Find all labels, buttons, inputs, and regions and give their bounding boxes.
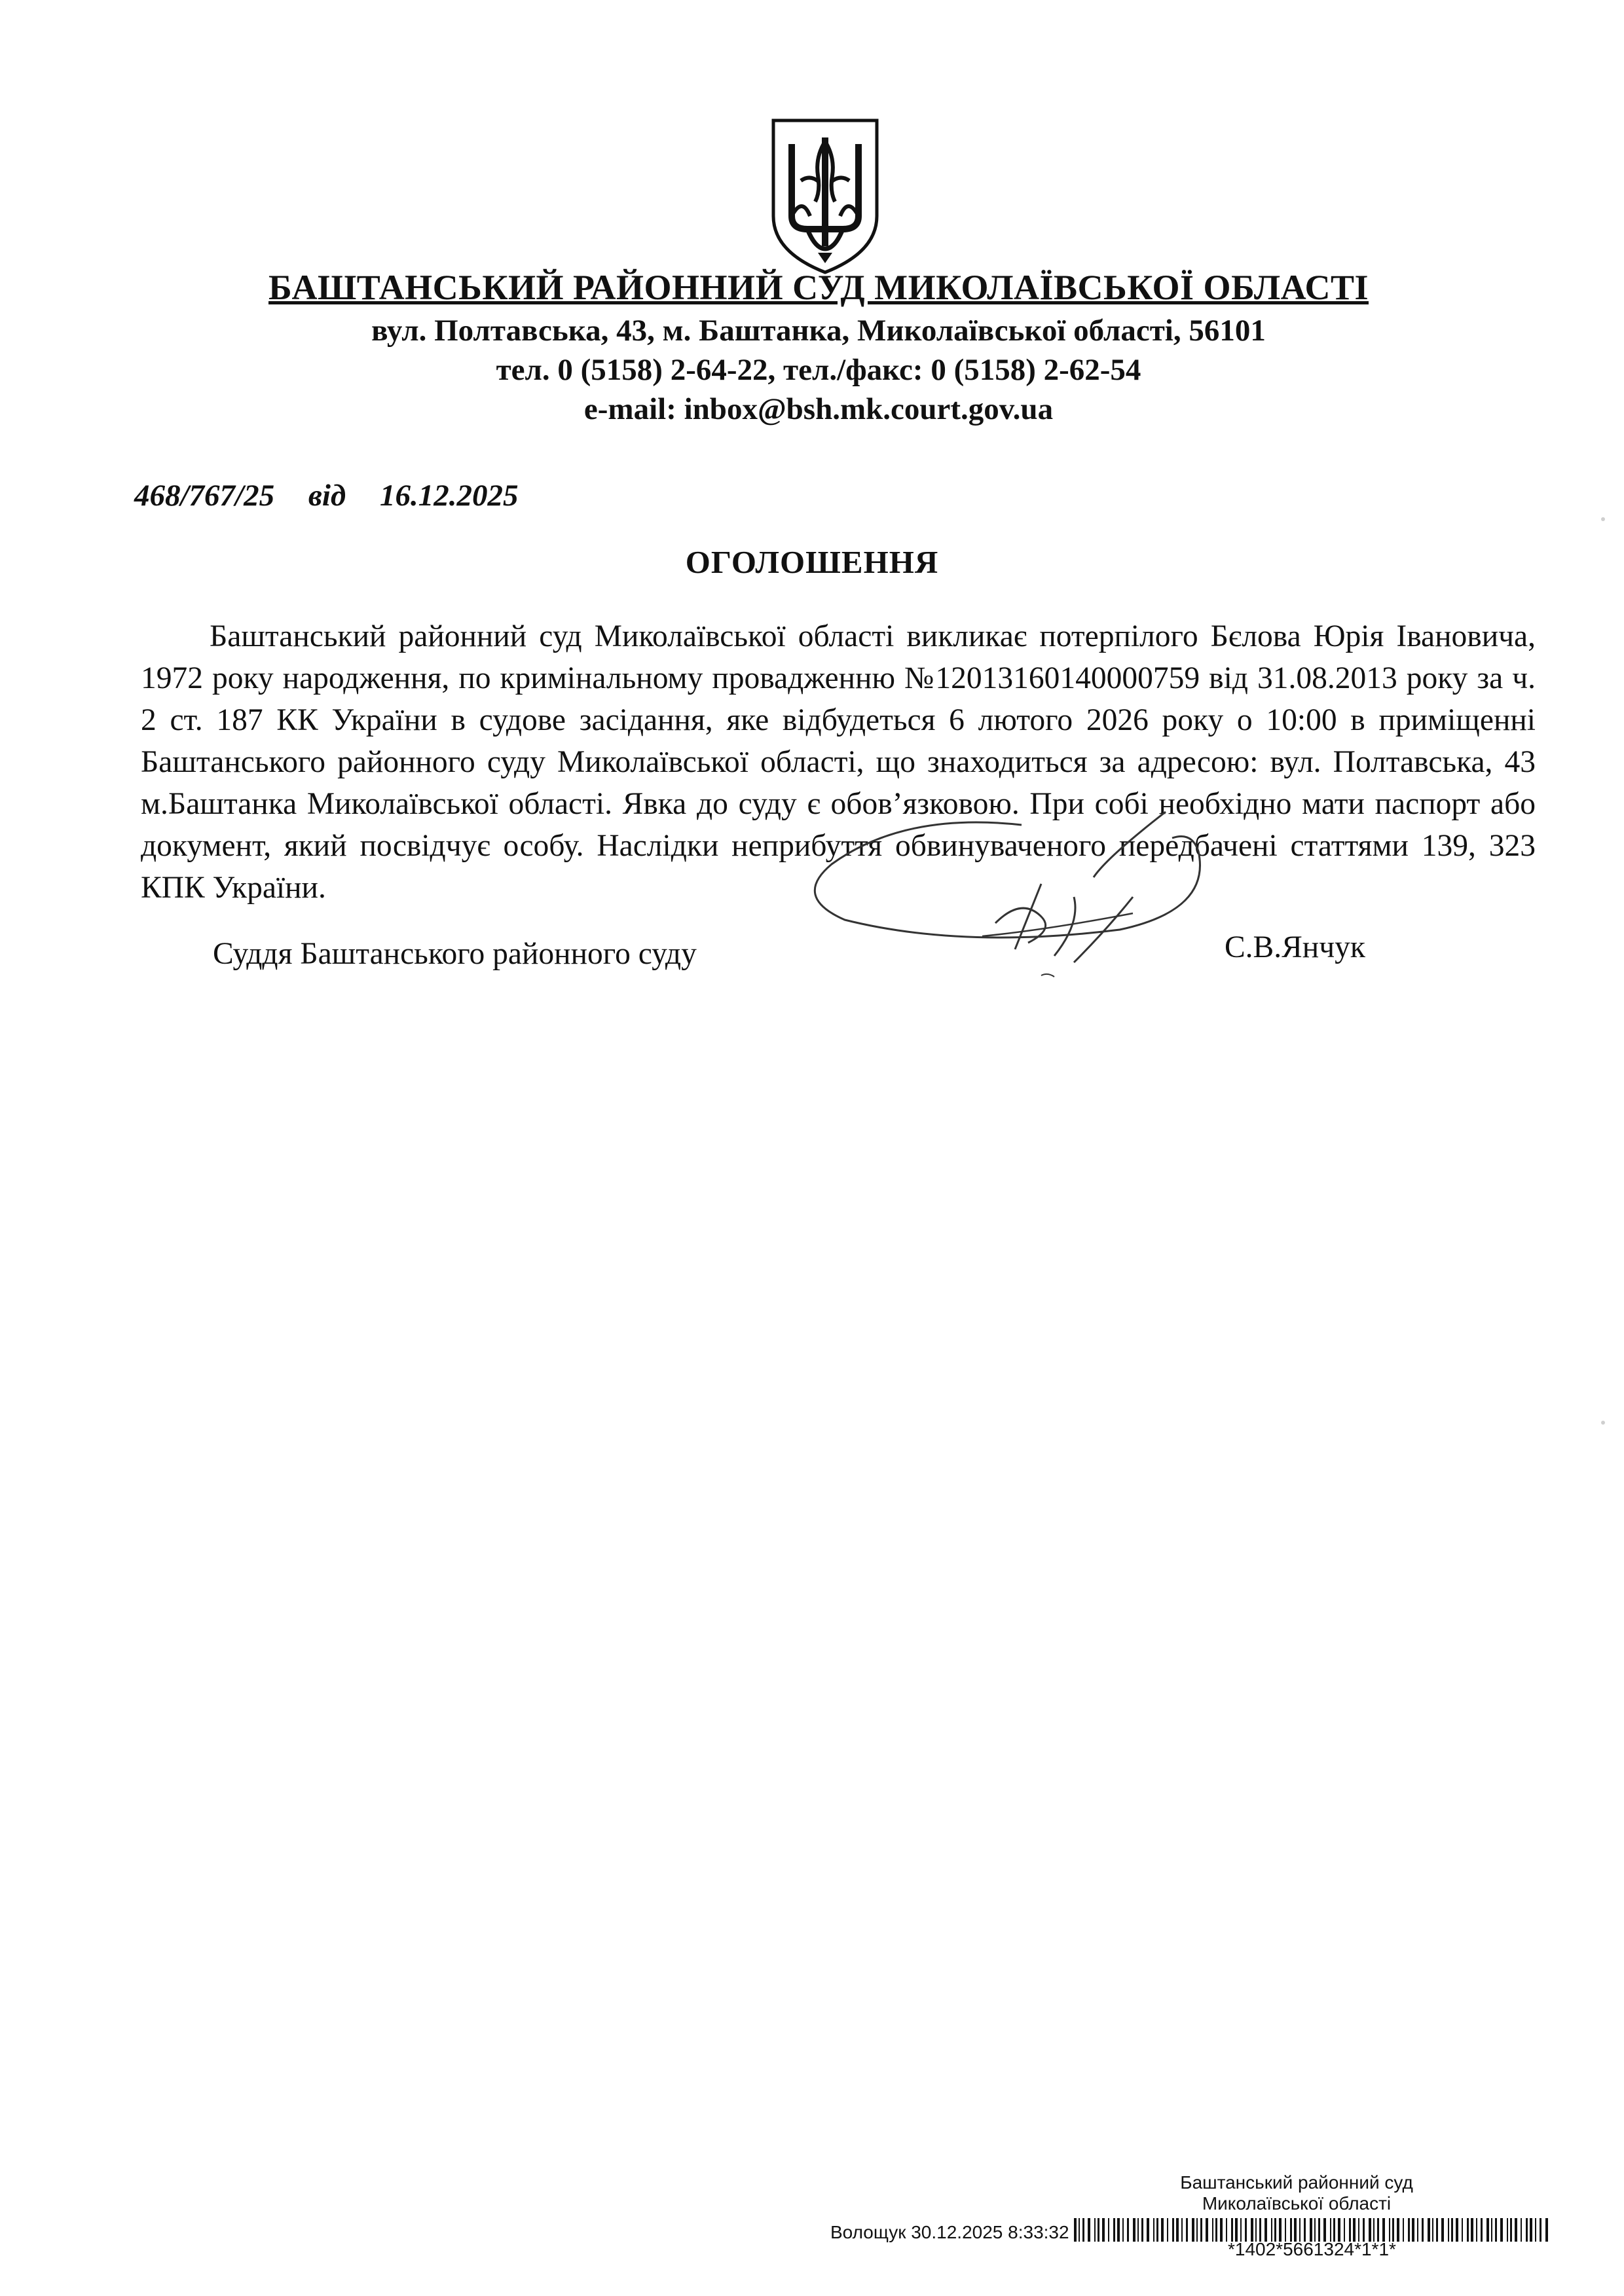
- court-address: вул. Полтавська, 43, м. Баштанка, Миколаївської області, 56101: [371, 314, 1266, 348]
- judge-name: С.В.Янчук: [1225, 930, 1365, 964]
- barcode-bar: [1226, 2218, 1227, 2242]
- handwritten-signature: [766, 799, 1225, 1008]
- barcode-bar: [1310, 2218, 1312, 2242]
- barcode-bar: [1451, 2218, 1453, 2242]
- barcode-bar: [1481, 2218, 1483, 2242]
- barcode-bar: [1088, 2218, 1090, 2242]
- barcode-bar: [1108, 2218, 1109, 2242]
- barcode-bar: [1200, 2218, 1202, 2242]
- barcode-bar: [1117, 2218, 1120, 2242]
- barcode-bar: [1196, 2218, 1198, 2242]
- barcode-bar: [1363, 2218, 1365, 2242]
- barcode-bar: [1181, 2218, 1183, 2242]
- barcode-bar: [1274, 2218, 1276, 2242]
- barcode-bar: [1215, 2218, 1217, 2242]
- barcode-bar: [1526, 2218, 1528, 2242]
- barcode-bar: [1349, 2218, 1351, 2242]
- barcode-bar: [1389, 2218, 1390, 2242]
- registration-stamp-org: [1166, 2172, 1428, 2214]
- barcode-bar: [1353, 2218, 1356, 2242]
- barcode-bar: [1264, 2218, 1267, 2242]
- barcode-bar: [1098, 2218, 1099, 2242]
- barcode-bar: [1314, 2218, 1316, 2242]
- barcode-bar: [1377, 2218, 1379, 2242]
- barcode-bar: [1417, 2218, 1418, 2242]
- barcode-bar: [1102, 2218, 1105, 2242]
- barcode-bar: [1133, 2218, 1135, 2242]
- barcode-bar: [1397, 2218, 1399, 2242]
- barcode-bar: [1113, 2218, 1115, 2242]
- court-phones: тел. 0 (5158) 2-64-22, тел./факс: 0 (5158) 2-62-54: [496, 353, 1141, 387]
- barcode-bar: [1462, 2218, 1463, 2242]
- barcode-bar: [1486, 2218, 1489, 2242]
- court-name: БАШТАНСЬКИЙ РАЙОННИЙ СУД МИКОЛАЇВСЬКОЇ ОБЛАСТІ: [268, 268, 1369, 307]
- outgoing-date: 16.12.2025: [380, 479, 519, 513]
- stamp-org-line2: Миколаївської області: [1202, 2193, 1392, 2214]
- barcode-bar: [1176, 2218, 1179, 2242]
- barcode-bar: [1535, 2218, 1536, 2242]
- barcode-bar: [1344, 2218, 1345, 2242]
- barcode-bar: [1500, 2218, 1503, 2242]
- barcode-bar: [1167, 2218, 1168, 2242]
- barcode-bar: [1471, 2218, 1473, 2242]
- barcode-bar: [1448, 2218, 1449, 2242]
- barcode-bar: [1530, 2218, 1532, 2242]
- barcode-bar: [1428, 2218, 1430, 2242]
- barcode-bar: [1245, 2218, 1247, 2242]
- barcode-bar: [1094, 2218, 1096, 2242]
- stamp-org-line1: Баштанський районний суд: [1180, 2172, 1413, 2193]
- barcode-bar: [1441, 2218, 1444, 2242]
- barcode-bar: [1369, 2218, 1371, 2242]
- barcode-bar: [1338, 2218, 1340, 2242]
- barcode-bar: [1507, 2218, 1508, 2242]
- barcode-text: *1402*5661324*1*1*: [1228, 2239, 1396, 2259]
- document-title: ОГОЛОШЕННЯ: [685, 544, 939, 580]
- scan-mark: [1601, 1421, 1605, 1425]
- barcode-bar: [1161, 2218, 1164, 2242]
- barcode-bar: [1403, 2218, 1404, 2242]
- barcode-bar: [1192, 2218, 1194, 2242]
- barcode-bar: [1285, 2218, 1286, 2242]
- barcode-bar: [1358, 2218, 1359, 2242]
- scan-mark: [1601, 517, 1605, 521]
- outgoing-from-label: від: [308, 479, 346, 513]
- barcode-bar: [1432, 2218, 1433, 2242]
- outgoing-reference: [134, 478, 519, 513]
- barcode-bar: [1333, 2218, 1335, 2242]
- barcode-bar: [1122, 2218, 1124, 2242]
- barcode-bar: [1382, 2218, 1385, 2242]
- barcode-bar: [1290, 2218, 1292, 2242]
- barcode-bar: [1392, 2218, 1394, 2242]
- barcode-bar: [1521, 2218, 1522, 2242]
- registration-operator: Волощук 30.12.2025 8:33:32: [830, 2222, 1069, 2242]
- court-email: e-mail: inbox@bsh.mk.court.gov.ua: [583, 392, 1054, 426]
- barcode-bar: [1206, 2218, 1208, 2242]
- barcode-bar: [1294, 2218, 1297, 2242]
- barcode-bar: [1456, 2218, 1458, 2242]
- barcode-bar: [1147, 2218, 1149, 2242]
- barcode-bar: [1467, 2218, 1469, 2242]
- barcode-bar: [1422, 2218, 1424, 2242]
- barcode-bar: [1476, 2218, 1477, 2242]
- barcode-bar: [1251, 2218, 1253, 2242]
- barcode-bar: [1271, 2218, 1272, 2242]
- barcode-bar: [1137, 2218, 1139, 2242]
- judge-position: Суддя Баштанського районного суду: [213, 937, 697, 971]
- barcode-bar: [1186, 2218, 1188, 2242]
- barcode-bar: [1212, 2218, 1213, 2242]
- barcode-bar: [1304, 2218, 1306, 2242]
- barcode-bar: [1436, 2218, 1438, 2242]
- barcode-bar: [1540, 2218, 1541, 2242]
- barcode-bar: [1074, 2218, 1077, 2242]
- barcode-bar: [1235, 2218, 1238, 2242]
- barcode-bar: [1491, 2218, 1492, 2242]
- barcode-bar: [1495, 2218, 1497, 2242]
- barcode-bar: [1515, 2218, 1517, 2242]
- barcode-bar: [1330, 2218, 1331, 2242]
- barcode-bar: [1220, 2218, 1223, 2242]
- barcode-bar: [1412, 2218, 1414, 2242]
- barcode-bar: [1153, 2218, 1154, 2242]
- barcode-bar: [1079, 2218, 1080, 2242]
- barcode-bar: [1279, 2218, 1282, 2242]
- barcode-bar: [1231, 2218, 1233, 2242]
- barcode-bar: [1255, 2218, 1257, 2242]
- barcode-bar: [1082, 2218, 1084, 2242]
- barcode: [1074, 2218, 1552, 2242]
- barcode-bar: [1172, 2218, 1174, 2242]
- barcode-bar: [1299, 2218, 1301, 2242]
- barcode-bar: [1156, 2218, 1158, 2242]
- barcode-bar: [1240, 2218, 1242, 2242]
- barcode-bar: [1141, 2218, 1143, 2242]
- barcode-bar: [1373, 2218, 1375, 2242]
- trident-emblem-icon: [769, 118, 881, 275]
- barcode-bar: [1510, 2218, 1512, 2242]
- announcement-body: Баштанський районний суд Миколаївської області викликає потерпілого Бєлова Юрія Івановича, 1972 року народження, по кримінальному провадженню №12013160140000759 від 31.08.2013 року за ч. 2 ст. 187 КК України в судове засідання, яке відбудеться 6 лютого 2026 року о 10:00 в приміщенні Баштанського районного суду Миколаївської області, що знаходиться за адресою: вул. Полтавська, 43 м.Баштанка Миколаївської області. Явка до суду є обов’язковою. При собі необхідно мати паспорт або документ, який посвідчує особу. Наслідки неприбуття обвинуваченого передбачені статтями 139, 323 КПК України.: [141, 619, 1536, 905]
- barcode-bar: [1545, 2218, 1548, 2242]
- barcode-bar: [1323, 2218, 1326, 2242]
- barcode-bar: [1127, 2218, 1129, 2242]
- barcode-bar: [1318, 2218, 1320, 2242]
- barcode-bar: [1408, 2218, 1410, 2242]
- outgoing-number: 468/767/25: [134, 479, 275, 513]
- barcode-bar: [1259, 2218, 1261, 2242]
